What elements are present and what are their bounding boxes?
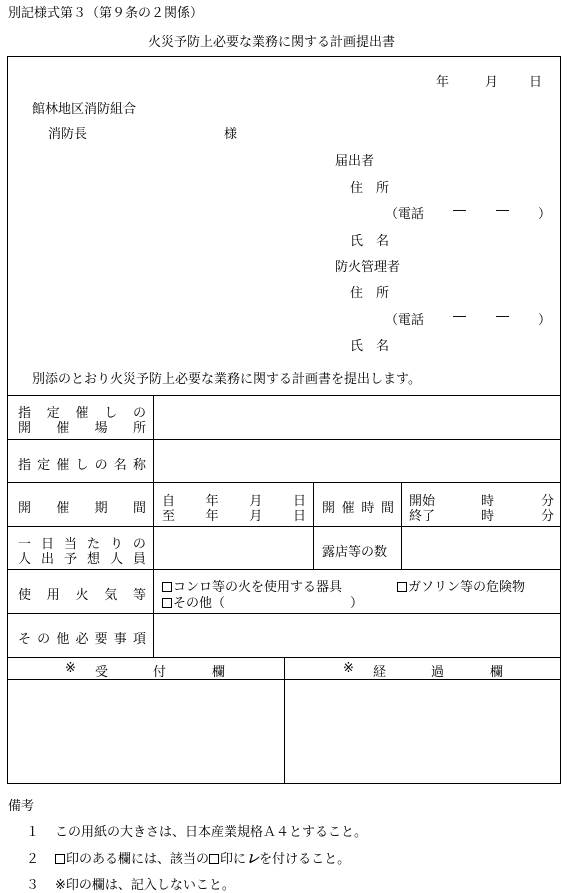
- period-from[interactable]: 自 年 月 日: [162, 494, 306, 509]
- addressee-org: 館林地区消防組合: [32, 102, 137, 117]
- venue-field[interactable]: [154, 396, 560, 439]
- date-day: 日: [529, 75, 543, 90]
- fire-use-label: 使 用 火 気 等: [18, 588, 146, 603]
- notifier-address-label: 住 所: [350, 181, 390, 196]
- attendance-field[interactable]: [154, 527, 313, 569]
- checkbox-other[interactable]: [162, 598, 172, 608]
- note-item-2: ２ 印のある欄には、該当の 印にレを付けること。: [26, 852, 351, 867]
- period-label: 開 催 期 間: [18, 501, 146, 516]
- fire-manager-name-label: 氏 名: [350, 339, 390, 354]
- receipt-field: [8, 680, 284, 783]
- event-name-label: 指 定 催 し の 名 称: [18, 458, 146, 473]
- fire-manager-phone-dash1: ―: [453, 309, 466, 324]
- notifier-heading: 届出者: [335, 154, 375, 169]
- submission-statement: 別添のとおり火災予防上必要な業務に関する計画書を提出します。: [32, 372, 421, 387]
- addressee-honorific: 様: [224, 127, 238, 142]
- box-glyph: [55, 854, 65, 864]
- other-matters-field[interactable]: [154, 614, 560, 657]
- checkbox-stove[interactable]: [162, 582, 172, 592]
- period-to[interactable]: 至 年 月 日: [162, 509, 306, 524]
- notifier-phone-open: （電話: [385, 207, 425, 222]
- fire-manager-heading: 防火管理者: [335, 260, 401, 275]
- fire-manager-phone-dash2: ―: [496, 309, 509, 324]
- page-title: 火災予防上必要な業務に関する計画提出書: [148, 35, 396, 50]
- venue-label-line2: 開 催 場 所: [18, 421, 146, 436]
- fire-opt-other[interactable]: その他（: [162, 592, 225, 611]
- stalls-label: 露店等の数: [322, 545, 388, 560]
- stalls-field[interactable]: [402, 527, 560, 569]
- box-glyph: [209, 854, 219, 864]
- date-year: 年: [436, 75, 450, 90]
- fire-manager-phone-close: ）: [538, 313, 552, 328]
- other-matters-label: そ の 他 必 要 事 項: [18, 632, 146, 647]
- notes-heading: 備考: [8, 799, 35, 814]
- fire-opt-gasoline[interactable]: ガソリン等の危険物: [397, 576, 525, 595]
- venue-label-line1: 指 定 催 し の: [18, 406, 146, 421]
- addressee-chief: 消防長: [48, 127, 88, 142]
- checkbox-gasoline[interactable]: [397, 582, 407, 592]
- fire-opt-other-close: ）: [350, 596, 364, 611]
- check-mark-icon: レ: [246, 852, 260, 867]
- time-label: 開 催 時 間: [322, 501, 394, 516]
- fire-opt-stove[interactable]: コンロ等の火を使用する器具: [162, 576, 342, 595]
- notifier-phone-close: ）: [538, 207, 552, 222]
- note-item-3: ３ ※印の欄は、記入しないこと。: [26, 878, 235, 893]
- note-item-1: １ この用紙の大きさは、日本産業規格Ａ４とすること。: [26, 825, 368, 840]
- date-month: 月: [485, 75, 499, 90]
- fire-manager-phone-open: （電話: [385, 313, 425, 328]
- event-name-field[interactable]: [154, 440, 560, 482]
- notifier-phone-dash1: ―: [453, 203, 466, 218]
- notifier-phone-dash2: ―: [496, 203, 509, 218]
- fire-manager-address-label: 住 所: [350, 286, 390, 301]
- attendance-label-line1: 一 日 当 た り の: [18, 537, 146, 552]
- form-label: 別記様式第３（第９条の２関係）: [8, 6, 204, 21]
- attendance-label-line2: 人 出 予 想 人 員: [18, 552, 146, 567]
- notifier-name-label: 氏 名: [350, 234, 390, 249]
- progress-field: [285, 680, 560, 783]
